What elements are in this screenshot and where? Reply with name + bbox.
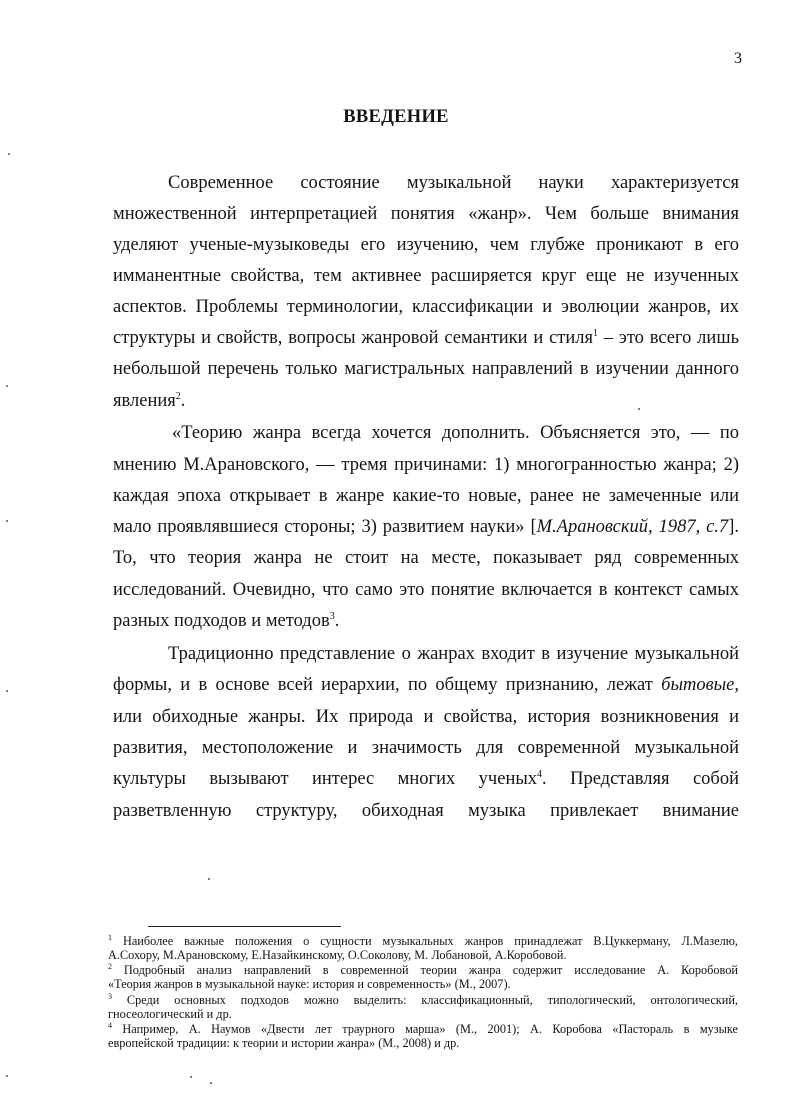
paragraph-line: явления$^2$. [113, 390, 186, 411]
citation: М.Арановский, 1987, с.7 [536, 517, 729, 537]
footnote-mark: 1 [108, 932, 112, 942]
section-heading: ВВЕДЕНИЕ [343, 107, 449, 127]
paragraph-line: То, что теория жанра не стоит на месте, показывает ряд современных [113, 548, 739, 568]
paragraph-line: мало проявлявшиеся стороны; 3) развитием науки» [М.Арановский, 1987, с.7]. [113, 517, 739, 537]
paragraph-line: имманентные свойства, тем активнее расширяется круг еще не изученных [113, 266, 739, 286]
page-number: 3 [734, 50, 742, 67]
paragraph-line: «Теорию жанра всегда хочется дополнить. Объясняется это, — по [172, 423, 739, 443]
scan-speck [210, 1082, 212, 1084]
paragraph-line: уделяют ученые-музыковеды его изучению, чем глубже проникают в его [113, 235, 739, 255]
scan-speck [6, 385, 8, 387]
paragraph-line: Современное состояние музыкальной науки характеризуется [168, 173, 739, 193]
scan-speck [6, 520, 8, 522]
scan-speck [190, 1076, 192, 1078]
footnote-4: $^4$ Например, А. Наумов «Двести лет траурного марша» (М., 2001); А. Коробова «Пастораль в музыке [108, 1020, 738, 1036]
footnote-ref[interactable]: 4 [537, 768, 543, 780]
scan-speck [6, 690, 8, 692]
footnote-1: $^1$ Наиболее важные положения о сущности музыкальных жанров принадлежат В.Цуккерману, Л.Мазелю, [108, 932, 738, 948]
footnote-1-cont: А.Сохору, М.Арановскому, Е.Назайкинскому, О.Соколову, М. Лобановой, А.Коробовой. [108, 948, 567, 962]
paragraph-line: или обиходные жанры. Их природа и свойства, история возникновения и [113, 707, 739, 727]
paragraph-line: Традиционно представление о жанрах входит в изучение музыкальной [168, 644, 739, 664]
scan-speck [208, 878, 210, 880]
footnote-2-cont: «Теория жанров в музыкальной науке: история и современность» (М., 2007). [108, 977, 511, 991]
paragraph-line: структуры и свойств, вопросы жанровой семантики и стиля$^1$ – это всего лишь [113, 327, 740, 348]
footnote-3: $^3$ Среди основных подходов можно выделить: классификационный, типологический, онтологический, [108, 991, 738, 1007]
footnote-mark: 3 [108, 991, 112, 1001]
scan-speck [8, 153, 10, 155]
paragraph-line: культуры вызывают интерес многих ученых$^4$. Представляя собой [113, 768, 739, 789]
paragraph-line: разных подходов и методов$^3$. [113, 610, 340, 631]
paragraph-line: аспектов. Проблемы терминологии, классификации и эволюции жанров, их [113, 297, 739, 317]
footnote-ref[interactable]: 1 [593, 327, 599, 339]
paragraph-line: каждая эпоха открывает в жанре какие-то новые, ранее не замеченные или [113, 486, 739, 506]
paragraph-line: формы, и в основе всей иерархии, по общему признанию, лежат бытовые, [113, 675, 739, 695]
footnote-divider [148, 926, 341, 927]
paragraph-line: развития, местоположение и значимость для современной музыкальной [113, 738, 739, 758]
footnote-mark: 2 [108, 961, 112, 971]
paragraph-line: мнению М.Арановского, — тремя причинами: 1) многогранностью жанра; 2) [113, 455, 739, 475]
footnote-2: $^2$ Подробный анализ направлений в современной теории жанра содержит исследование А. Коробовой [108, 961, 738, 977]
paragraph-line: небольшой перечень только магистральных направлений в изучении данного [113, 359, 739, 379]
footnote-3-cont: гносеологический и др. [108, 1007, 232, 1021]
paragraph-line: исследований. Очевидно, что само это понятие включается в контекст самых [113, 580, 739, 600]
footnote-mark: 4 [108, 1020, 112, 1030]
footnote-ref[interactable]: 3 [329, 610, 335, 622]
emphasis: бытовые [661, 675, 735, 695]
paragraph-line: множественной интерпретацией понятия «жанр». Чем больше внимания [113, 204, 739, 224]
scan-speck [638, 408, 640, 410]
scan-speck [6, 1075, 8, 1077]
paragraph-line: разветвленную структуру, обиходная музыка привлекает внимание [113, 801, 739, 821]
footnote-ref[interactable]: 2 [175, 390, 181, 402]
footnote-4-cont: европейской традиции: к теории и истории жанра» (М., 2008) и др. [108, 1036, 460, 1050]
